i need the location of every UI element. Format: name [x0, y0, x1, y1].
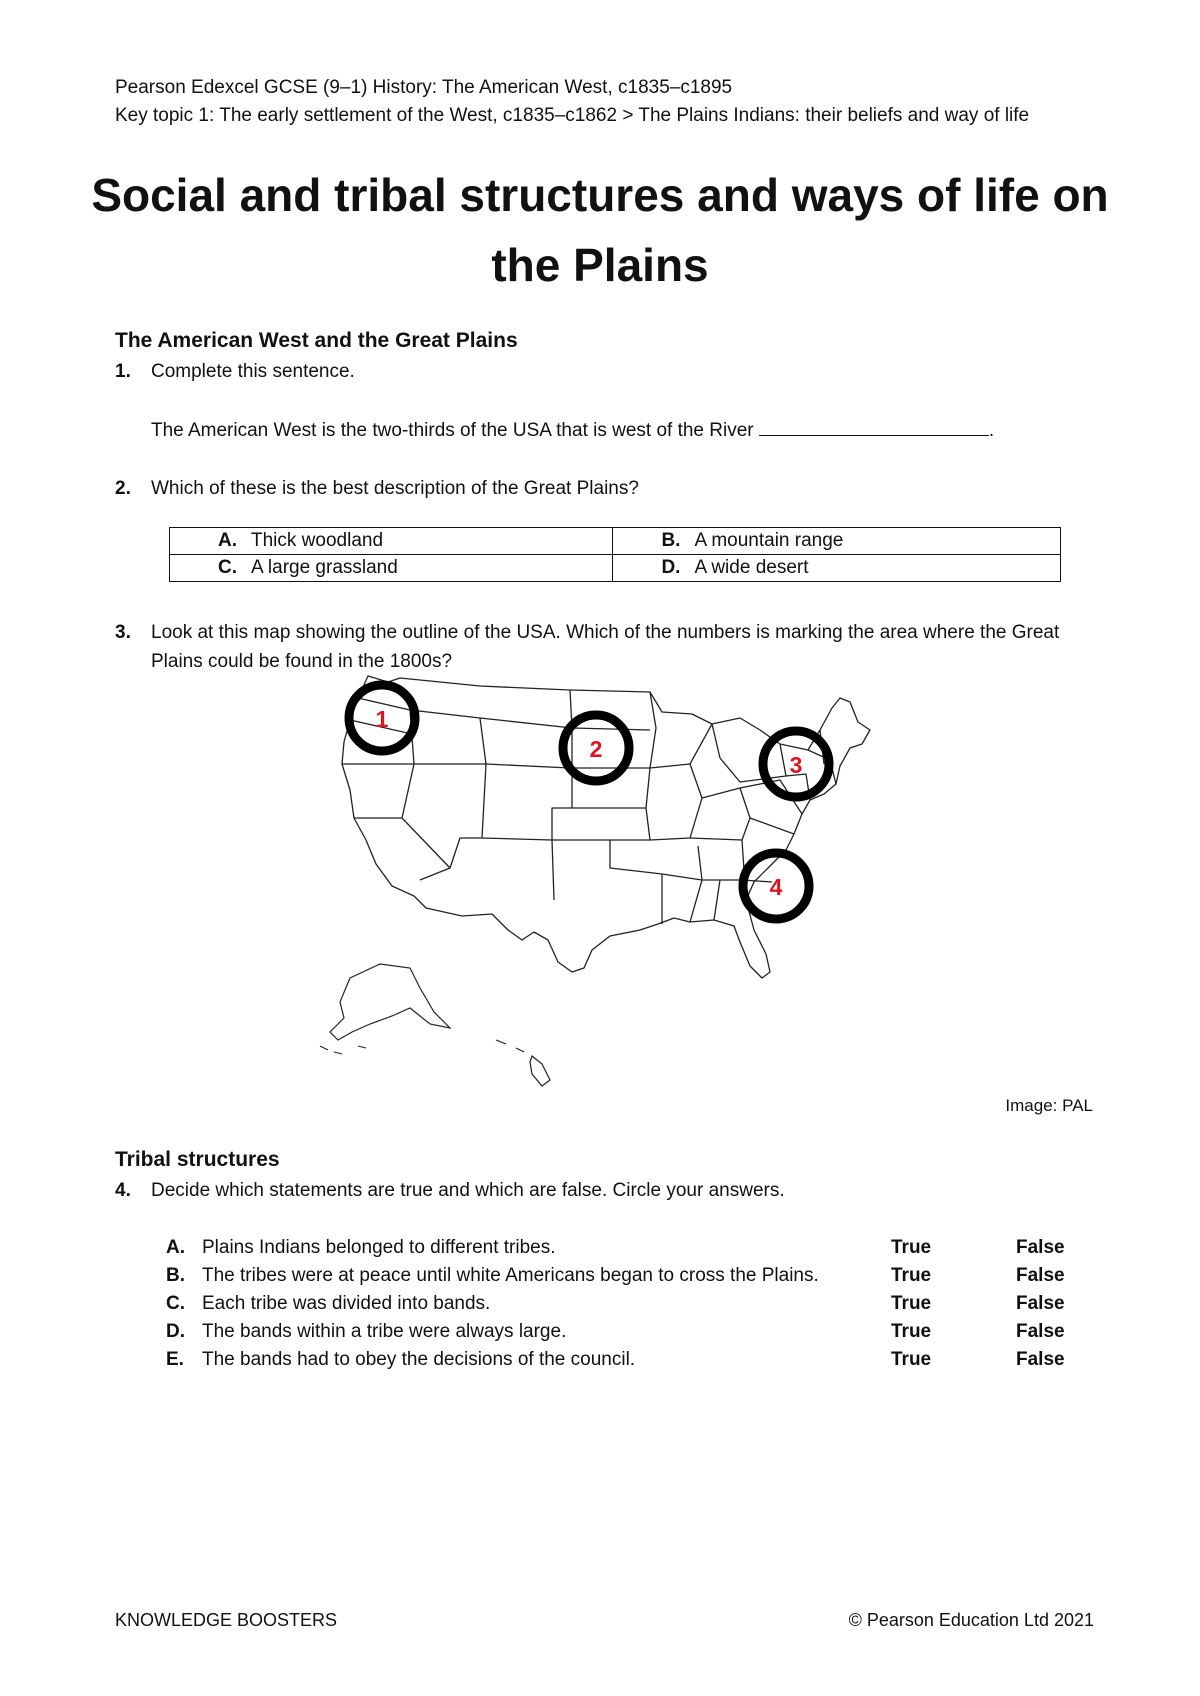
marker-2	[563, 715, 629, 781]
option-text: Thick woodland	[251, 530, 384, 551]
question-text: Which of these is the best description of the Great Plains?	[151, 478, 639, 499]
statement-letter: C.	[166, 1293, 185, 1314]
question-text: Decide which statements are true and which are false. Circle your answers.	[151, 1180, 785, 1201]
statement-row-e	[166, 1346, 1096, 1374]
options-table	[169, 527, 1061, 582]
false-option[interactable]: False	[1016, 1349, 1065, 1370]
marker-label-1: 1	[375, 706, 389, 732]
sentence-to-complete	[151, 417, 994, 442]
statement-letter: B.	[166, 1265, 185, 1286]
option-c[interactable]	[170, 555, 613, 582]
statement-text: The tribes were at peace until white Americans began to cross the Plains.	[202, 1265, 819, 1286]
question-4	[115, 1176, 1105, 1205]
page-header	[115, 74, 1095, 130]
option-letter: C.	[218, 557, 237, 578]
option-text: A wide desert	[694, 557, 809, 578]
question-text: Look at this map showing the outline of the USA. Which of the numbers is marking the area where the Great Plains could be found in the 1800s?	[151, 622, 1060, 672]
option-letter: A.	[218, 530, 237, 551]
true-option[interactable]: True	[891, 1349, 932, 1370]
marker-label-2: 2	[589, 736, 603, 762]
section-heading-tribal-structures: Tribal structures	[115, 1148, 280, 1171]
marker-1	[349, 685, 415, 751]
option-a[interactable]	[170, 528, 613, 555]
question-number: 3.	[115, 622, 131, 643]
statement-letter: E.	[166, 1349, 184, 1370]
header-topic-line: Key topic 1: The early settlement of the West, c1835–c1862 > The Plains Indians: their beliefs and way of life	[115, 105, 1030, 126]
true-option[interactable]: True	[891, 1321, 932, 1342]
hawaii-outline	[496, 1040, 550, 1086]
true-false-list	[166, 1234, 1096, 1374]
usa-outline-map	[310, 668, 910, 1098]
statement-text: Each tribe was divided into bands.	[202, 1293, 491, 1314]
alaska-outline	[330, 964, 450, 1040]
true-option[interactable]: True	[891, 1237, 932, 1258]
true-option[interactable]: True	[891, 1293, 932, 1314]
sentence-text: The American West is the two-thirds of the USA that is west of the River	[151, 420, 754, 441]
option-d[interactable]	[613, 555, 1061, 582]
false-option[interactable]: False	[1016, 1237, 1065, 1258]
option-b[interactable]	[613, 528, 1061, 555]
question-1	[115, 357, 1105, 386]
statement-letter: A.	[166, 1237, 185, 1258]
usa-map-svg	[310, 668, 910, 1098]
option-letter: B.	[661, 530, 681, 551]
statement-row-c	[166, 1290, 1096, 1318]
image-credit: Image: PAL	[1005, 1096, 1093, 1115]
page-title: Social and tribal structures and ways of life on the Plains	[91, 169, 1109, 291]
false-option[interactable]: False	[1016, 1265, 1065, 1286]
footer-copyright: © Pearson Education Ltd 2021	[848, 1610, 1094, 1630]
statement-text: The bands had to obey the decisions of the council.	[202, 1349, 636, 1370]
sentence-end: .	[988, 420, 995, 441]
question-number: 2.	[115, 478, 131, 499]
question-2	[115, 474, 1105, 503]
statement-row-b	[166, 1262, 1096, 1290]
true-option[interactable]: True	[891, 1265, 932, 1286]
footer-series-label: KNOWLEDGE BOOSTERS	[115, 1610, 338, 1630]
statement-letter: D.	[166, 1321, 185, 1342]
answer-blank[interactable]	[759, 417, 989, 436]
statement-text: Plains Indians belonged to different tribes.	[202, 1237, 556, 1258]
option-letter: D.	[661, 557, 681, 578]
question-number: 1.	[115, 361, 131, 382]
question-number: 4.	[115, 1180, 131, 1201]
option-text: A large grassland	[251, 557, 398, 578]
marker-3	[763, 731, 829, 797]
question-text: Complete this sentence.	[151, 361, 355, 382]
header-course-line: Pearson Edexcel GCSE (9–1) History: The American West, c1835–c1895	[115, 77, 733, 98]
statement-row-d	[166, 1318, 1096, 1346]
statement-text: The bands within a tribe were always large.	[202, 1321, 567, 1342]
section-heading-american-west: The American West and the Great Plains	[115, 329, 518, 352]
statement-row-a	[166, 1234, 1096, 1262]
marker-label-4: 4	[769, 874, 783, 900]
false-option[interactable]: False	[1016, 1321, 1065, 1342]
option-text: A mountain range	[694, 530, 844, 551]
false-option[interactable]: False	[1016, 1293, 1065, 1314]
marker-label-3: 3	[789, 752, 803, 778]
